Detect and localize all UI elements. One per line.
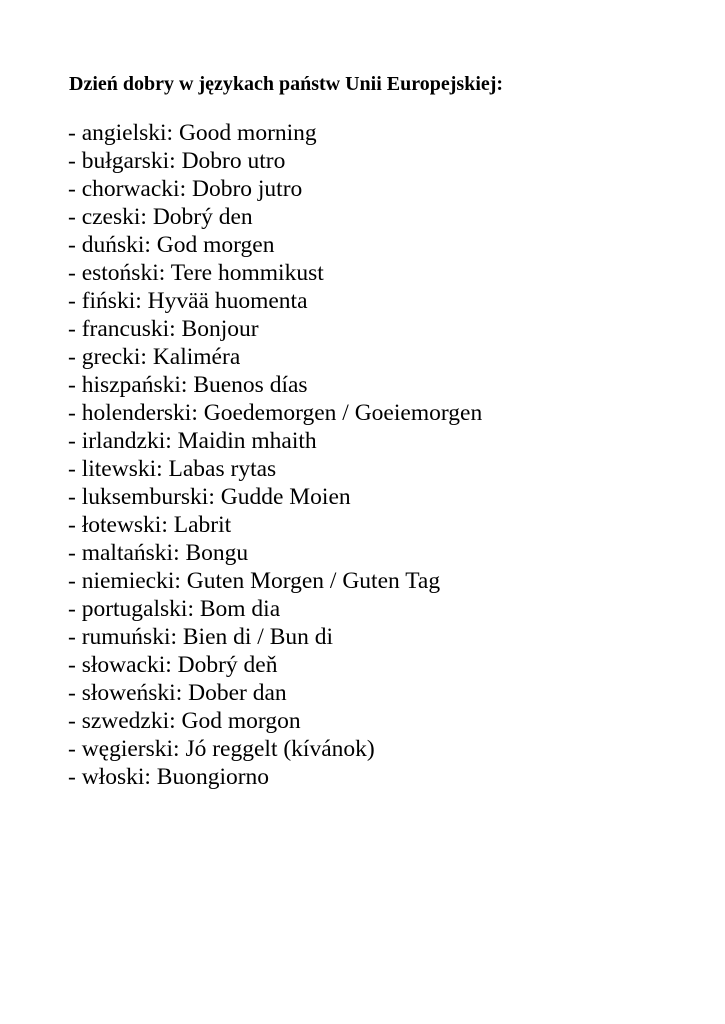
greetings-list — [68, 119, 482, 791]
list-item: - francuski: Bonjour — [68, 316, 259, 342]
list-item: - czeski: Dobrý den — [68, 204, 253, 230]
list-item: - grecki: Kaliméra — [68, 344, 241, 370]
list-item: - angielski: Good morning — [68, 120, 317, 146]
list-item: - chorwacki: Dobro jutro — [68, 176, 303, 202]
list-item: - łotewski: Labrit — [68, 512, 232, 538]
list-item: - duński: God morgen — [68, 232, 275, 258]
list-item: - włoski: Buongiorno — [68, 764, 270, 790]
list-item: - niemiecki: Guten Morgen / Guten Tag — [68, 568, 441, 594]
list-item: - szwedzki: God morgon — [68, 708, 301, 734]
list-item: - portugalski: Bom dia — [68, 596, 281, 622]
list-item: - fiński: Hyvää huomenta — [68, 288, 308, 314]
list-item: - węgierski: Jó reggelt (kívánok) — [68, 736, 375, 762]
document-title: Dzień dobry w językach państw Unii Europejskiej: — [69, 73, 504, 95]
list-item: - luksemburski: Gudde Moien — [68, 484, 351, 510]
list-item: - bułgarski: Dobro utro — [68, 148, 286, 174]
list-item: - hiszpański: Buenos días — [68, 372, 308, 398]
list-item: - słowacki: Dobrý deň — [68, 652, 278, 678]
list-item: - holenderski: Goedemorgen / Goeiemorgen — [68, 400, 483, 426]
list-item: - rumuński: Bien di / Bun di — [68, 624, 334, 650]
list-item: - litewski: Labas rytas — [68, 456, 277, 482]
list-item: - słoweński: Dober dan — [68, 680, 287, 706]
list-item: - estoński: Tere hommikust — [68, 260, 324, 286]
list-item: - irlandzki: Maidin mhaith — [68, 428, 317, 454]
list-item: - maltański: Bongu — [68, 540, 249, 566]
